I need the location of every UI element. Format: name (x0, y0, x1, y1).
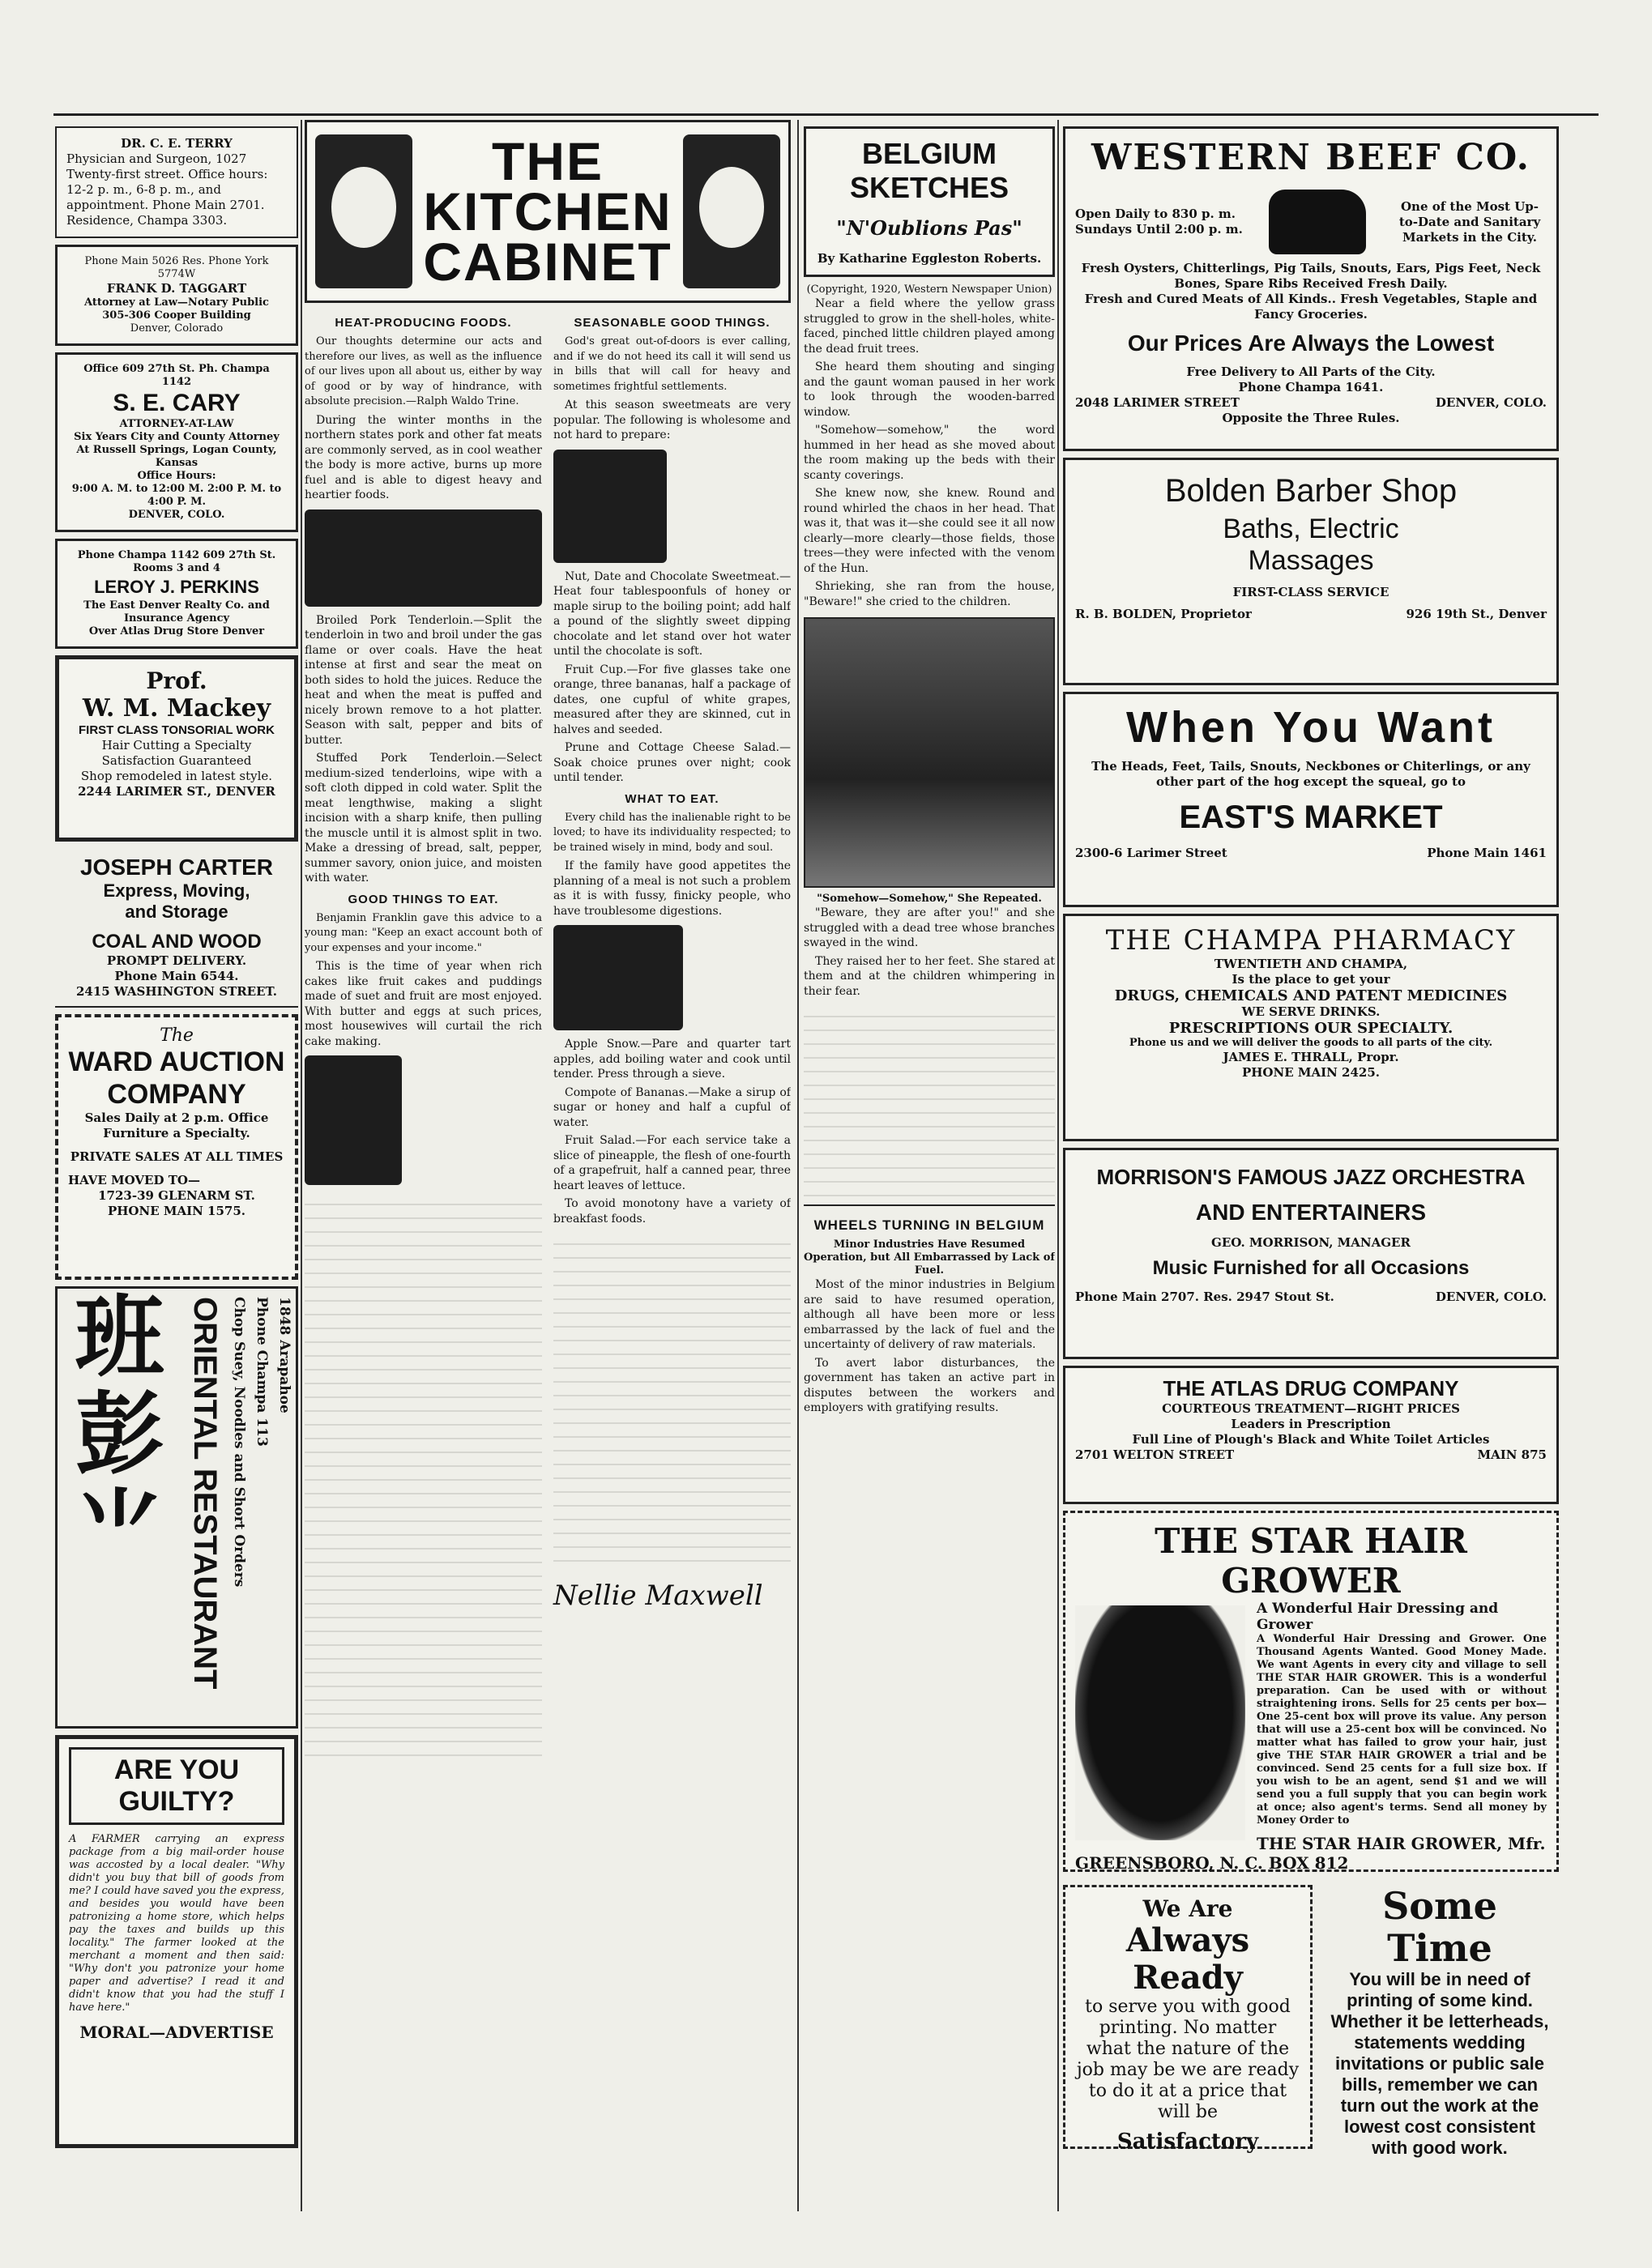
champa-prop: JAMES E. THRALL, Propr. (1223, 1050, 1399, 1064)
belgium-copyright: (Copyright, 1920, Western Newspaper Union) (806, 284, 1052, 296)
kitchen-p8: Nut, Date and Chocolate Sweetmeat.—Heat four tablespoonfuls of honey or maple sirup to the boiling point; add half a pound of the slightly sweet dipping chocolate and let stand over hot water until the chocolate is soft. (553, 569, 791, 658)
column-divider (301, 120, 302, 2211)
kitchen-columns (305, 309, 791, 1759)
morrison-city: DENVER, COLO. (1435, 1290, 1547, 1304)
kitchen-p6: God's great out-of-doors is ever calling, and if we do not heed its call it will send us in bills that will call for heavy and sometimes frightful settlements. (553, 335, 791, 393)
cary-desc: Six Years City and County Attorney At Russell Springs, Logan County, Kansas (74, 431, 280, 469)
mackey-line1: FIRST CLASS TONSORIAL WORK (79, 723, 275, 737)
champa-loc: TWENTIETH AND CHAMPA, (1214, 957, 1408, 971)
belgium-p6: "Beware, they are after you!" and she struggled with a dead tree whose branches swayed in the wind. (804, 906, 1055, 949)
ad-terry (55, 126, 298, 238)
ward-the: The (160, 1025, 194, 1046)
kitchen-header (305, 120, 791, 303)
east-name: EAST'S MARKET (1179, 799, 1443, 835)
carter-line2: and Storage (125, 902, 228, 922)
kitchen-h1: HEAT-PRODUCING FOODS. (335, 316, 512, 330)
western-hours2: Sundays Until 2:00 p. m. (1075, 222, 1243, 237)
belgium-caption: "Somehow—Somehow," She Repeated. (817, 893, 1042, 905)
champa-line2: DRUGS, CHEMICALS AND PATENT MEDICINES (1114, 987, 1508, 1004)
ward-phone: PHONE MAIN 1575. (107, 1204, 246, 1218)
western-address: 2048 LARIMER STREET (1075, 395, 1240, 410)
ad-star-hair (1063, 1511, 1559, 1872)
sweets-icon (553, 450, 667, 563)
ward-name: WARD AUCTION COMPANY (68, 1047, 285, 1110)
oriental-phone: Phone Champa 113 (254, 1297, 270, 1447)
oriental-address: 1848 Arapahoe (276, 1297, 292, 1413)
column-3 (804, 120, 1055, 2211)
morrison-line1: AND ENTERTAINERS (1195, 1200, 1427, 1225)
kitchen-p16: To avoid monotony have a variety of breakfast foods. (553, 1197, 791, 1226)
kitchen-p14: Compote of Bananas.—Make a sirup of sugar or honey and half a cupful of water. (553, 1085, 791, 1129)
perkins-desc: The East Denver Realty Co. and Insurance Agency (83, 599, 270, 625)
champa-name: THE CHAMPA PHARMACY (1105, 924, 1517, 957)
kitchen-p2: Broiled Pork Tenderloin.—Split the tenderloin in two and broil under the gas flame or over coals. Have the heat intense at first and sear the meat on both sides to hold the juices. Reduce the heat and when the meat is puffed and nicely brown remove to a hot platter. Season with salt, pepper and bits of butter. (305, 613, 542, 747)
ready-title: Always Ready (1125, 1921, 1250, 1997)
kitchen-body-4 (553, 811, 791, 1227)
kitchen-text-filler (305, 1192, 542, 1759)
belgium-byline: By Katharine Eggleston Roberts. (817, 251, 1042, 266)
belgium-p2: She heard them shouting and singing and the gaunt woman paused in her work to look through the wooden-barred window. (804, 360, 1055, 419)
western-row (1075, 190, 1547, 254)
kitchen-p3: Stuffed Pork Tenderloin.—Select medium-sized tenderloins, wipe with a soft cloth dipped in cold water. Split the meat lengthwise, making a slight incision with a sharp knife, then pulling the muscle until it is almost split in two. Make a dressing of bread, salt, pepper, summer savory, onion juice, and moisten with water. (305, 752, 542, 885)
fruit-cake-icon (305, 1055, 402, 1185)
top-rule (53, 113, 1599, 116)
kitchen-p1: During the winter months in the northern states pork and other fat meats are commonly served, as in cool weather the body is more active, burns up more fuel and is able to digest heavy and heartier foods. (305, 413, 542, 501)
column-4 (1063, 120, 1559, 2211)
guilty-title: ARE YOU GUILTY? (69, 1747, 284, 1825)
ad-guilty (55, 1735, 298, 2148)
ad-oriental (55, 1286, 298, 1729)
kitchen-p5: This is the time of year when rich cakes like fruit cakes and puddings made of suet and fruit are most enjoyed. With butter and eggs at such prices, most housewives will curtail the rich cake making. (305, 960, 542, 1048)
east-phone: Phone Main 1461 (1427, 846, 1547, 860)
ad-east-market (1063, 692, 1559, 907)
belgium-p9: To avert labor disturbances, the government has taken an active part in disputes between the workers and employers with gratifying results. (804, 1356, 1055, 1414)
kitchen-p10: Prune and Cottage Cheese Salad.—Soak choice prunes over night; cook until tender. (553, 741, 791, 784)
column-2 (305, 120, 791, 2211)
perkins-loc: Over Atlas Drug Store Denver (88, 625, 265, 637)
terry-name: DR. C. E. TERRY (121, 136, 233, 151)
bolden-service: FIRST-CLASS SERVICE (1232, 585, 1389, 599)
western-hours (1075, 207, 1243, 237)
bolden-line2: Massages (1248, 545, 1374, 576)
belgium-p4: She knew now, she knew. Round and round whirled the chaos in her head. That was it, that was it—she could see it all now clearly—more clearly—those fields, those trees—they were infected with the venom of the Hun. (804, 487, 1055, 575)
belgium-body-3 (804, 1277, 1055, 1416)
morrison-line2: Music Furnished for all Occasions (1152, 1257, 1470, 1279)
fruit-bowl-icon (553, 925, 683, 1030)
mackey-line2: Hair Cutting a Specialty (101, 738, 252, 752)
belgium-p3: "Somehow—somehow," the word hummed in her head as she moved about the room making up the beds with their scanty coverings. (804, 424, 1055, 482)
guilty-moral: MORAL—ADVERTISE (79, 2023, 274, 2042)
woman-photo (804, 617, 1055, 888)
bolden-line1: Baths, Electric (1223, 514, 1399, 544)
belgium-p5: Shrieking, she ran from the house, "Beware!" she cried to the children. (804, 580, 1055, 608)
ad-bolden (1063, 458, 1559, 685)
mackey-prof: Prof. (146, 667, 207, 694)
ad-champa-pharmacy (1063, 914, 1559, 1141)
ad-ward (55, 1014, 298, 1280)
western-desc: One of the Most Up-to-Date and Sanitary Markets in the City. (1398, 198, 1541, 245)
atlas-footer (1075, 1447, 1547, 1463)
kitchen-body-1 (305, 335, 542, 886)
carter-phone: Phone Main 6544. (114, 969, 239, 983)
ad-mackey (55, 655, 298, 842)
kitchen-p12: If the family have good appetites the planning of a meal is not such a problem as it is with fussy, finicky people, who have troublesome digestions. (553, 859, 791, 918)
oriental-name: ORIENTAL RESTAURANT (187, 1297, 223, 1690)
western-opp: Opposite the Three Rules. (1222, 411, 1400, 425)
kitchen-p4: Benjamin Franklin gave this advice to a young man: "Keep an exact account both of your expenses and your income." (305, 911, 542, 954)
mackey-name: W. M. Mackey (82, 694, 271, 723)
column-1 (55, 120, 298, 2211)
ad-cary (55, 352, 298, 532)
east-desc: The Heads, Feet, Tails, Snouts, Neckbones or Chiterlings, or any other part of the hog except the squeal, go to (1091, 759, 1530, 789)
east-address: 2300-6 Larimer Street (1075, 846, 1227, 860)
atlas-line2: Leaders in Prescription (1231, 1417, 1391, 1431)
carter-address: 2415 WASHINGTON STREET. (76, 984, 277, 999)
western-footer (1075, 395, 1547, 411)
ad-morrison (1063, 1148, 1559, 1359)
east-head: When You Want (1126, 703, 1496, 752)
ad-carter (55, 848, 298, 1008)
turkey-icon (315, 134, 412, 288)
belgium-body (804, 296, 1055, 609)
morrison-manager: GEO. MORRISON, MANAGER (1211, 1235, 1411, 1250)
morrison-name: MORRISON'S FAMOUS JAZZ ORCHESTRA (1096, 1165, 1526, 1189)
western-line1: Fresh Oysters, Chitterlings, Pig Tails, Snouts, Ears, Pigs Feet, Neck Bones, Spare Ribs Received Fresh Daily. (1081, 261, 1541, 291)
cary-hours-label: Office Hours: (137, 470, 216, 482)
bolden-name: Bolden Barber Shop (1164, 473, 1458, 509)
cary-office: Office 609 27th St. Ph. Champa 1142 (83, 363, 270, 388)
kitchen-col-right (553, 309, 791, 1759)
sometime-body: You will be in need of printing of some kind. Whether it be letterheads, statements wedding invitations or public sale bills, remember we can turn out the work at the lowest cost consistent with good work. (1330, 1969, 1549, 2158)
east-footer (1075, 846, 1547, 861)
western-line2: Fresh and Cured Meats of All Kinds.. Fresh Vegetables, Staple and Fancy Groceries. (1084, 292, 1538, 322)
kitchen-intro: Our thoughts determine our acts and therefore our lives, as well as the influence of our lives upon all about us, either by way of good or by way of hindrance, with absolute precision.—Ralph Waldo Trine. (305, 335, 542, 407)
morrison-phone: Phone Main 2707. Res. 2947 Stout St. (1075, 1290, 1334, 1304)
atlas-line1: COURTEOUS TREATMENT—RIGHT PRICES (1162, 1401, 1460, 1416)
kitchen-h3: SEASONABLE GOOD THINGS. (574, 316, 771, 330)
taggart-address: 305-306 Cooper Building (102, 309, 251, 322)
ad-perkins (55, 539, 298, 649)
carter-name: JOSEPH CARTER (79, 855, 274, 880)
sometime-title: Some Time (1382, 1884, 1497, 1970)
ad-some-time (1321, 1878, 1559, 2158)
kitchen-p11: Every child has the inalienable right to be loved; to have its individuality respected; to be trained wisely in mind, body and soul. (553, 811, 791, 854)
ward-line2: PRIVATE SALES AT ALL TIMES (70, 1149, 284, 1164)
star-name: THE STAR HAIR GROWER (1155, 1521, 1467, 1601)
ad-always-ready (1063, 1885, 1313, 2154)
belgium-subtitle: "N'Oublions Pas" (836, 216, 1022, 240)
kitchen-p15: Fruit Salad.—For each service take a slice of pineapple, the flesh of one-fourth of a grapefruit, half a canned pear, three heart leaves of lettuce. (553, 1134, 791, 1192)
ad-atlas (1063, 1366, 1559, 1504)
cary-title: ATTORNEY-AT-LAW (119, 418, 234, 430)
woman-portrait-icon (1075, 1605, 1245, 1840)
champa-line5: Phone us and we will deliver the goods to all parts of the city. (1129, 1037, 1493, 1049)
perkins-name: LEROY J. PERKINS (94, 577, 259, 597)
western-phone: Phone Champa 1641. (1238, 380, 1384, 394)
ready-body: to serve you with good printing. No matter what the nature of the job may be we are ready to do it at a price that will be (1076, 1997, 1300, 2122)
atlas-phone: MAIN 875 (1477, 1447, 1547, 1462)
bolden-footer (1075, 607, 1547, 622)
column-divider (797, 120, 799, 2211)
ward-line3: HAVE MOVED TO— (68, 1173, 200, 1187)
perkins-phone: Phone Champa 1142 609 27th St. Rooms 3 and 4 (77, 549, 276, 574)
taggart-city: Denver, Colorado (130, 322, 224, 335)
bolden-prop: R. B. BOLDEN, Proprietor (1075, 607, 1252, 621)
belgium-sub2: Minor Industries Have Resumed Operation, but All Embarrassed by Lack of Fuel. (804, 1238, 1055, 1277)
kitchen-text-filler-2 (553, 1231, 791, 1571)
star-body: A Wonderful Hair Dressing and Grower. One Thousand Agents Wanted. Good Money Made. We want Agents in every city and village to sell THE STAR HAIR GROWER. This is a wonderful preparation. Can be used with or without straightening irons. Sells for 25 cents per box—One 25-cent box will prove its value. Any person that will use a 25-cent box will be convinced. No matter what has failed to grow your hair, just give THE STAR HAIR GROWER a trial and be convinced. Send 25 cents for a full size box. If you wish to be an agent, send $1 and we will send you a full supply that you can begin work at once; also agent's terms. Send all money by Money Order to (1257, 1633, 1547, 1827)
western-city: DENVER, COLO. (1435, 395, 1547, 410)
cary-hours: 9:00 A. M. to 12:00 M. 2:00 P. M. to 4:00 P. M. (71, 483, 282, 508)
morrison-footer (1075, 1290, 1547, 1305)
western-slogan: Our Prices Are Always the Lowest (1127, 330, 1495, 356)
cow-icon (1269, 190, 1366, 254)
western-hours1: Open Daily to 830 p. m. (1075, 207, 1236, 221)
kitchen-title: THE KITCHEN CABINET (423, 131, 672, 292)
kitchen-h4: WHAT TO EAT. (625, 791, 719, 806)
belgium-header (804, 126, 1055, 277)
ward-line1: Sales Daily at 2 p.m. Office Furniture a Specialty. (84, 1111, 269, 1140)
kitchen-body-3 (553, 335, 791, 786)
taggart-phones: Phone Main 5026 Res. Phone York 5774W (84, 255, 269, 280)
fish-icon (683, 134, 780, 288)
belgium-p8: Most of the minor industries in Belgium are said to have resumed operation, although all have been more or less embarrassed by the lack of fuel and the uncertainty of delivery of raw materials. (804, 1278, 1055, 1351)
cary-name: S. E. CARY (113, 390, 241, 416)
kitchen-p7: At this season sweetmeats are very popular. The following is wholesome and not hard to prepare: (553, 399, 791, 441)
bolden-address: 926 19th St., Denver (1406, 607, 1547, 621)
kitchen-p13: Apple Snow.—Pare and quarter tart apples, add boiling water and cook until tender. Press through a sieve. (553, 1038, 791, 1081)
mackey-line4: Shop remodeled in latest style. (80, 769, 273, 783)
wheels-article (804, 1204, 1055, 1416)
kitchen-body-2 (305, 911, 542, 1186)
belgium-h2: WHEELS TURNING IN BELGIUM (813, 1217, 1045, 1233)
atlas-address: 2701 WELTON STREET (1075, 1447, 1235, 1462)
champa-line4: PRESCRIPTIONS OUR SPECIALTY. (1168, 1020, 1454, 1037)
ward-line4: 1723-39 GLENARM ST. (98, 1188, 255, 1203)
kitchen-p9: Fruit Cup.—For five glasses take one orange, three bananas, half a package of dates, one cupful of white grapes, measured after they are skinned, cut in halves and seeded. (553, 663, 791, 736)
taggart-name: FRANK D. TAGGART (106, 281, 247, 296)
ready-we-are: We Are (1142, 1895, 1233, 1922)
cary-city: DENVER, COLO. (128, 509, 225, 521)
star-address: GREENSBORO, N. C. BOX 812 (1075, 1853, 1349, 1873)
western-delivery: Free Delivery to All Parts of the City. (1186, 364, 1436, 379)
carter-line3: COAL AND WOOD (92, 931, 262, 953)
column-divider (1057, 120, 1059, 2211)
kitchen-h2: GOOD THINGS TO EAT. (348, 892, 499, 906)
belgium-title: BELGIUM SKETCHES (849, 137, 1010, 204)
star-mfr: THE STAR HAIR GROWER, Mfr. (1257, 1834, 1546, 1853)
belgium-p1: Near a field where the yellow grass struggled to grow in the shell-holes, white-faced, pinched little children played among the dead fruit trees. (804, 297, 1055, 356)
atlas-line3: Full Line of Plough's Black and White Toilet Articles (1132, 1432, 1490, 1447)
terry-text: Physician and Surgeon, 1027 Twenty-first street. Office hours: 12-2 p. m., 6-8 p. m., and appointment. Phone Main 2701. Residence, Champa 3303. (66, 151, 268, 228)
oriental-line1: Chop Suey, Noodles and Short Orders (231, 1297, 247, 1588)
western-name: WESTERN BEEF CO. (1091, 137, 1531, 178)
mackey-line3: Satisfaction Guaranteed (101, 753, 252, 768)
taggart-title: Attorney at Law—Notary Public (84, 296, 269, 309)
oriental-glyphs: 班 彭 ⺌ (75, 1285, 164, 1584)
kitchen-signature: Nellie Maxwell (553, 1580, 763, 1612)
ad-western-beef (1063, 126, 1559, 451)
champa-phone: PHONE MAIN 2425. (1241, 1065, 1381, 1080)
roast-pig-icon (305, 509, 542, 607)
champa-line3: WE SERVE DRINKS. (1241, 1004, 1381, 1019)
ready-end: Satisfactory (1116, 2129, 1259, 2154)
kitchen-col-left (305, 309, 542, 1759)
mackey-address: 2244 LARIMER ST., DENVER (78, 784, 275, 799)
printing-ads (1063, 1878, 1559, 2158)
belgium-body-2 (804, 906, 1055, 999)
carter-line4: PROMPT DELIVERY. (106, 953, 247, 968)
guilty-body: A FARMER carrying an express package from a big mail-order house was accosted by a local dealer. "Why didn't you buy that bill of goods from me? I could have saved you the express, and besides you would have been patronizing a home store, which helps pay the taxes and builds up this locality." The farmer looked at the merchant a moment and then said: "Why don't you patronize your home paper and advertise? I read it and didn't know that you had the stuff I have here." (69, 1833, 284, 2014)
champa-line1: Is the place to get your (1232, 972, 1390, 987)
belgium-text-filler (804, 1004, 1055, 1198)
belgium-p7: They raised her to her feet. She stared at them and at the children whimpering in their fear. (804, 954, 1055, 998)
star-sub: A Wonderful Hair Dressing and Grower (1257, 1601, 1499, 1633)
carter-line1: Express, Moving, (103, 880, 250, 901)
atlas-name: THE ATLAS DRUG COMPANY (1163, 1376, 1459, 1400)
ad-taggart (55, 245, 298, 346)
